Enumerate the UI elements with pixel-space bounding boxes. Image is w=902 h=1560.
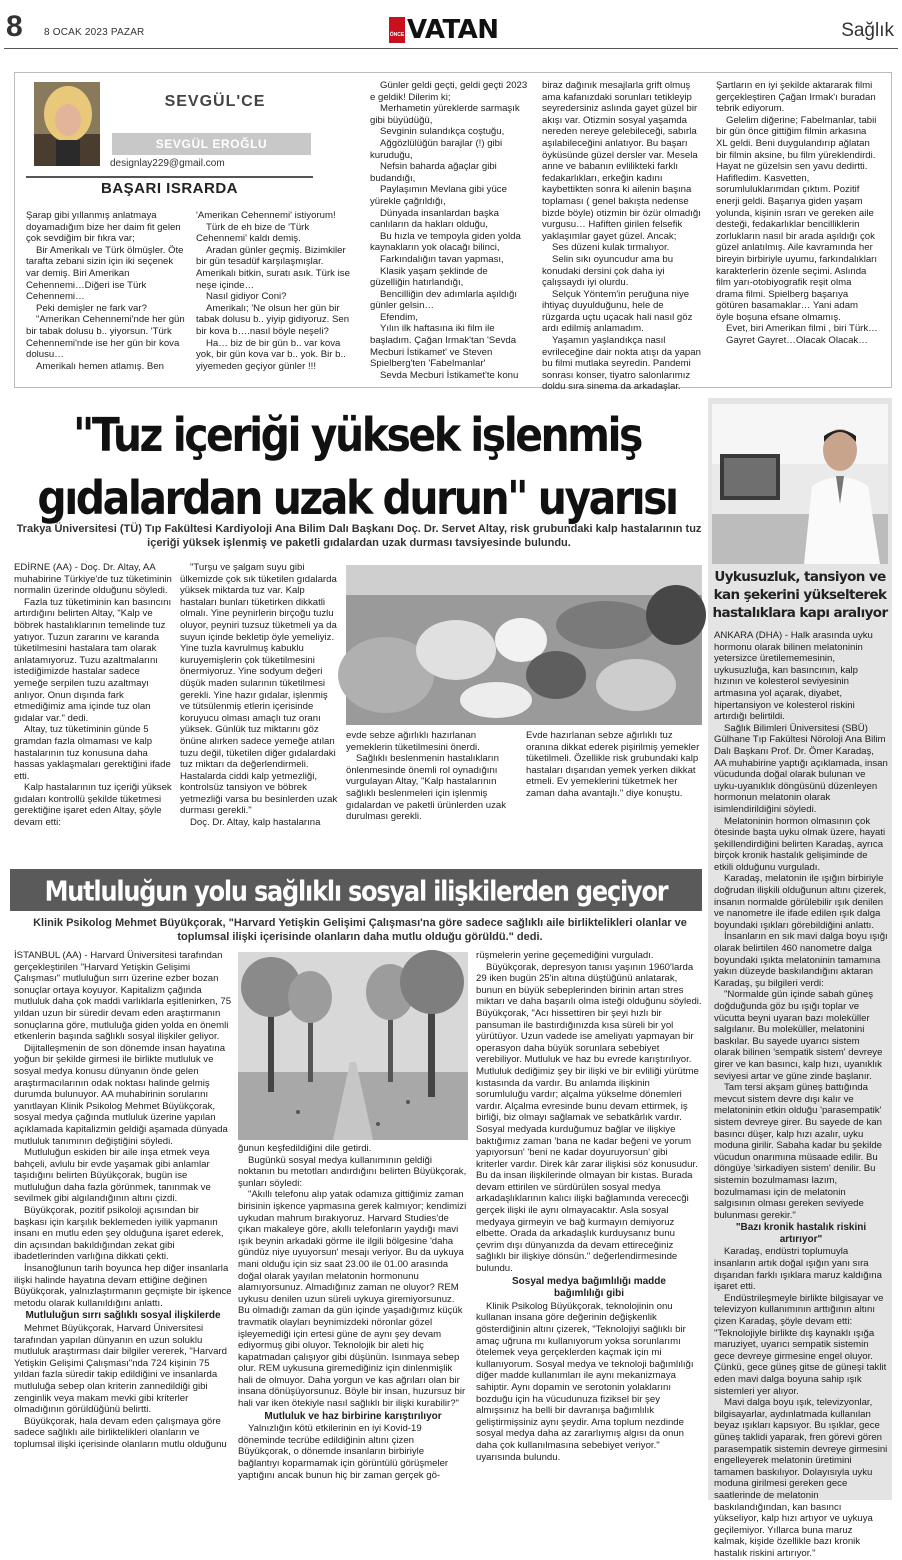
- paragraph: Karadaş, melatonin ile ışığın birbiriyle doğrudan ilişkili olduğunun altını çizerek, insanın normalde görülebilir ışık denilen ve nanometre ile ifade edilen ışık dalga boyundaki ışıkları görebildiğini anlattı.: [714, 873, 887, 931]
- paragraph: Büyükçorak, depresyon tanısı yaşının 1960'larda 29 iken bugün 25'in altına düştüğünü anlatarak, bunun en büyük sebeplerinden birinin artan stres miktarı ve daha başarılı olma isteği olduğunu söyledi. Büyükçorak, "Acı hissettiren bir şeyi hızlı bir pansuman ile bastırdığınızda kısa süreli bir yol yürütüyor. Uzun vadede ise ameliyatı yapmayan bir operasyon daha büyük sorunlara sebebiyet verebiliyor. Mutluluk ve haz bu evrede karıştırılıyor. Mutluluk dediğimiz şey bir ilişki ve bir evliliği yürütme kıstasında da vardır. Bu anlamda ilişkinin sorumluluğu vardır; alçalma yükselme dönemleri vardır. Alçalma evresinde bunu devam ettirmek, iş birliği, biz olmayı sağlamak ve sebatkârlık vardır. Sosyal medyada kurduğumuz bağlar ve ilişkiye baktığımız zaman 'bana ne kadar beğeni ve yorum yapıyorsun' 'beni ne kadar doyuruyorsun' gibi kriterler vardır. Direk kâr zarar ilişkisi söz konusudur. Bu da insan ilişkilerinde olmayan bir kıstas. Burada devam ettirilen ve sürdürülen sosyal medya arkadaşlıklarının kalıcı ilişki bağlamında verececği gerçek ilişki ile aynı olmayacaktır. Asla sosyal medyaya girmeyin ve bağ kurmayın demiyoruz elbette. Orada da arkadaşlık kurduysanız bunu çevrim dışı dünyanızda da devam ettireceğiniz sağlıklı bir ilişkiye dönsün." değerlendirmesinde bulundu.: [476, 961, 702, 1275]
- sidebar-headline-line2: kan şekerini yükselterek: [713, 587, 887, 603]
- article2-headline: Mutluluğun yolu sağlıklı sosyal ilişkilerden geçiyor: [44, 875, 668, 908]
- paragraph: Büyükçorak, pozitif psikoloji açısından bir başkası için karşılık beklemeden iyilik yapmanın insanı en mutlu eden şey olduğuna işaret ederek, din açısından bakıldığından zekat gibi ibadetlerinden varlığına dikkati çekti.: [14, 1205, 224, 1263]
- paragraph: Selçuk Yöntem'in peruğuna niye ihtiyaç duyulduğunu, hele de rüzgarda uçtu uçacak hali nasıl göz ardı edilmiş anlamadım.: [542, 288, 693, 335]
- article1-headline: [10, 404, 704, 529]
- paragraph: Sağlık Bilimleri Üniversitesi (SBÜ) Gülhane Tıp Fakültesi Nöroloji Ana Bilim Dalı Başkanı Prof. Dr. Ömer Karadaş, AA muhabirine yaptığı açıklamada, insan vücudunda doğal olarak bulunan ve uyku-uyanıklık döngüsünü düzenleyen hormonun melatonin olarak isimlendirildiğini söyledi.: [714, 722, 888, 815]
- paragraph: Dünyada insanlardan başka canlıların da hakları olduğu,: [370, 207, 499, 231]
- paragraph: Evde hazırlanan sebze ağırlıklı tuz oranına dikkat ederek pişirilmiş yemekler tüketilmeli. Özellikle risk grubundaki kalp hastaları dışarıdan yemek yerken dikkat etmeli. Ev yemeklerini tüketmek her zaman daha avantajlı." diye konuştu.: [526, 730, 700, 799]
- paragraph: Bugünkü sosyal medya kullanımının geldiği noktanın bu metotları andırdığını belirten Büyükçorak, şunları söyledi:: [238, 1154, 467, 1189]
- column-headline-rule: [26, 176, 313, 178]
- paragraph: Paylaşımın Mevlana gibi yüce yürekle çağrıldığı,: [370, 184, 507, 207]
- paragraph: Tam tersi akşam güneş battığında mevcut sistem devre dışı kalır ve melatoninin etkin olduğu 'parasempatik' sistem devreye girer. Bu sayede de kan basıncı düşer, kalp hızı azalır, uyku moduna girilir. Sabaha kadar bu şekilde vücudun onarımına müsaade edilir. Bu döngüye 'sirkadiyen sistem' denilir. Bu sistemin bozulmaması lazım, bozulmaması için de melatonin salgısının olması gereken seviyede bulunması gerekir.": [714, 1082, 882, 1221]
- header-rule: [4, 48, 898, 49]
- author-photo: [34, 82, 100, 166]
- subheading: Mutluluk ve haz birbirine karıştırılıyor: [264, 1410, 442, 1422]
- paragraph: İnsanoğlunun tarih boyunca hep diğer insanlarla ilişki halinde hayatına devam ettiğine değinen Büyükçorak, yalnızlaştırmanın geçmişte bir işkence metodu olarak kullanıldığını anlattı.: [14, 1263, 232, 1309]
- paragraph: Amerikalı; 'Ne olsun her gün bir tabak dolusu b.. yiyip gidiyoruz. Sen bir kova b….nasıl böyle neşeli?: [196, 302, 350, 337]
- paragraph: Büyükçorak, hala devam eden çalışmaya göre sadece sağlıklı aile birliktelikleri olanların ve toplumsal ilişki içerisinde olanların mutlu olduğunu: [14, 1415, 227, 1450]
- paragraph: Mavi dalga boyu ışık, televizyonlar, bilgisayarlar, aydınlatmada kullanılan beyaz ışıkları kapsıyor. Bu ışıklar, gece güneş taklidi yaparak, fren görevi gören parasempatik sistemin devreye girmesini engelleyerek melatonin üretimini tamamen baskılıyor. Dolayısıyla uyku moduna girilmesi gereken gece saatlerinde de melatonin baskılandığından, kan basıncı yükseliyor, kalp hızı artıyor ve uykuya geçilemiyor. Yıllarca buna maruz kalmak, kişide özellikle bazı kronik hastalık riskini artırıyor.": [714, 1397, 888, 1559]
- logo: [389, 17, 513, 43]
- doctor-photo: [712, 404, 888, 564]
- paragraph: Sağlıklı beslenmenin hastalıkların önlenmesinde önemli rol oynadığını vurgulayan Altay, "Kalp hastalarının sağlıklı beslenmeleri için işlenmiş gıdalardan ve paketli ürünlerden uzak durulması gerekli.: [346, 753, 507, 823]
- column-title: SEVGÜL'CE: [164, 93, 266, 110]
- paragraph: Ha… biz de bir gün b.. var kova yok, bir gün kova var b.. yok. Bir b.. yiyemeden geçiyor günler !!!: [196, 337, 346, 372]
- article2-col2: [238, 1143, 468, 1500]
- page-number: 8: [6, 10, 23, 43]
- article1-col3: [346, 730, 516, 862]
- article2-col3: [476, 950, 702, 1500]
- author-email: designlay229@gmail.com: [110, 158, 225, 169]
- logo-text: VATAN: [407, 15, 499, 45]
- paragraph: Bu hızla ve tempoyla giden yolda kaynakların yok olacağı bilinci,: [370, 230, 521, 254]
- paragraph: İnsanların en sık mavi dalga boyu ışığı olarak belirtilen 460 nanometre dalga boyundaki ışıkta melatoninin tamamına yakın düzeyde baskılandığını aktaran Karadaş, şu bilgileri verdi:: [714, 931, 888, 989]
- paragraph: Günler geldi geçti, geldi geçti 2023 e geldik! Dilerim ki;: [370, 80, 528, 103]
- article1-headline-line1: "Tuz içeriği yüksek işlenmiş: [73, 408, 641, 463]
- article2-deck: Klinik Psikolog Mehmet Büyükçorak, "Harvard Yetişkin Gelişimi Çalışması'na göre sadece sağlıklı aile birliktelikleri olanlar ve toplumsal ilişki içerisinde olanların daha mutlu olduğu görüldü." dedi.: [33, 917, 687, 943]
- paragraph: Farkındalığın tavan yapması,: [380, 253, 504, 265]
- paragraph: Efendim,: [380, 311, 418, 323]
- sidebar-text: [714, 630, 888, 1559]
- paragraph: Amerikalı hemen atlamış. Ben: [36, 360, 164, 372]
- paragraph: Gelelim diğerine; Fabelmanlar, tabii bir gün önce gittiğim filmin arkasına XL geldi. Beni duygulandırıp ağlatan bir filmin aksine, bu film yüreklendirdi. Hayat ne güzelsin sen yavu dedirtti. Hafifledim. Kasvetten, sorumluluklarımdan çıktım. Pozitif enerji geldi. Başarıya giden yaşam yolunda, kişinin ısrarı ve gereken aile desteği, fedakarlıklar bencilliklerin zorlukların nasıl bir arada aşıldığı çok güzel anlatılmış. Aile kavramında her bireyin birbiriyle uyumu, farkındalıkları karakterlerin özenle seçimi. Aslında film yarı-otobiyografik reşit olma drama filmi. Spielberg başarıya götüren basamaklar… Yani adam öyle boşuna efsane olmamış.: [716, 114, 878, 323]
- paragraph: Yılın ilk haftasına iki film ile başladım. Çağan Irmak'tan 'Sevda Mecburi İstikamet' ve Steven Spielberg'ten 'Fabelmanlar': [370, 323, 517, 370]
- column-text-col2: [196, 210, 356, 382]
- paragraph: ANKARA (DHA) - Halk arasında uyku hormonu olarak bilinen melatoninin yetersizce üretilememesinin, uykusuzluğa, kan basıncının, kalp hızının ve kolesterol seviyesinin artmasına yol açarak, diyabet, hipertansiyon ve kolesterol riskini artırdığı belirtildi.: [714, 630, 873, 723]
- paragraph: Bencilliğin dev adımlarla aşıldığı günler gelsin…: [370, 288, 518, 312]
- subheading: Mutluluğun sırrı sağlıklı sosyal ilişkilerde: [25, 1310, 221, 1322]
- paragraph: Şarap gibi yıllanmış anlatmaya doyamadığım bize her daim fit gelen çok sevdiğim bir fıkra var;: [26, 210, 181, 245]
- paragraph: "Normalde gün içinde sabah güneş doğduğunda göz bu ışığı toplar ve vücutta beyni uyaran bazı moleküller salgılanır. Bu moleküller, melatonini baskılar. Bu sayede uyarıcı sistem olarak bilinen 'sempatik sistem' devreye girer ve kan basıncı, kalp hızı, uyanıklık seviyesi artar ve güne zinde başlanır.: [714, 989, 883, 1082]
- sidebar-headline-line1: Uykusuzluk, tansiyon ve: [714, 569, 886, 585]
- sidebar-headline: [708, 568, 892, 622]
- paragraph: Ağgözlülüğün barajlar (!) gibi kuruduğu,: [370, 137, 503, 161]
- sidebar-headline-line3: hastalıklara kapı aralıyor: [712, 605, 888, 621]
- paragraph: Evet, biri Amerikan filmi , biri Türk…: [726, 323, 878, 335]
- autumn-park-photo: [238, 952, 468, 1140]
- paragraph: 'Amerikan Cehennemi' istiyorum!: [196, 210, 336, 221]
- column-text-col4: [542, 80, 702, 393]
- subheading: Sosyal medya bağımlılığı madde: [512, 1275, 666, 1287]
- page-date: 8 OCAK 2023 PAZAR: [44, 27, 145, 38]
- paragraph: Sevda Mecburi İstikamet'te konu: [380, 369, 519, 381]
- paragraph: Klinik Psikolog Büyükçorak, teknolojinin onu kullanan insana göre değerinin değişkenlik gösterdiğinin altını çizerek, "Teknolojiyi sağlıklı bir amaç uğruna mı kullanıyorum yoksa sorunlarımı ötelemek veya gerçeklerden kaçmak için mi kullanıyorum. Sosyal medya ve teknoloji bağımlılığı diğer madde kullanımları ile aynı mekanizmaya sahiptir. Aynı dopamin ve serotonin yolaklarını bozduğu için ha vücudunuza fiziksel bir şey almışsınız ha belli bir davranışa bağımlılık geliştirmişsiniz aynı şeydir. Ama toplum nezdinde sosyal medya daha az zararlıymış algısı da onun daha çok kullanılmasına sebebiyet veriyor." uyarısında bulundu.: [476, 1300, 694, 1463]
- author-name: SEVGÜL EROĞLU: [155, 137, 268, 151]
- paragraph: evde sebze ağırlıklı hazırlanan yemeklerin tüketilmesini önerdi.: [346, 730, 480, 753]
- subheading: bağımlılığı gibi: [554, 1288, 624, 1300]
- paragraph: Dijitalleşmenin de son dönemde insan hayatına yoğun bir şekilde girmesi ile birlikte mutluluk ve sosyal medya konusu dünyanın önde gelen araştırmacılarının odak noktası halinde gelmiş durumda bulunuyor. AA muhabirinin sorularını yanıtlayan Klinik Psikolog Mehmet Büyükçorak, sosyal medya çağında mutluluk üzerine yapılan açıklamada kapitalizmin geldiği aşamada dünyada mutluluk tanımının değiştiğini söyledi.: [14, 1042, 228, 1147]
- paragraph: "Turşu ve şalgam suyu gibi ülkemizde çok sık tüketilen gıdalarda yüksek miktarda tuz var. Kalp hastaları bunları tüketirken dikkatli olmalı. Yine peynirlerin birçoğu tuzlu oluyor, peyniri tuzsuz tüketmeli ya da suyun içinde bekletip öyle yemeliyiz. Yine tuzla kavrulmuş kabuklu kuruyemişlerin çok tüketilmesini önermiyoruz. Yine sodyum değeri düşük maden sularının tüketilmesi gerekli. Yine hazır gıdalar, işlenmiş ve tütsülenmiş etlerin içerisinde koruyucu olması amaçlı tuz oranı yüksek. Günlük tuz miktarını göz önüne alırken sadece yemeğe atılan tuzu değil, tüketilen diğer gıdalardaki tuz miktarı da değerlendirmeli. Hastalarda ciddi kalp yetmezliği, kontrolsüz tansiyon ve böbrek yetmezliği varsa bu besinlerden uzak durması gerekli.": [180, 562, 338, 817]
- paragraph: Altay, tuz tüketiminin günde 5 gramdan fazla olmaması ve kalp hastalarının tuz konusuna daha hassas yaklaşmaları gerektiğini ifade etti.: [14, 724, 171, 782]
- article1-col4: [526, 730, 702, 862]
- paragraph: rüşmelerin yerine geçemediğini vurguladı.: [476, 950, 654, 961]
- subheading: "Bazı kronik hastalık riskini artırıyor": [735, 1222, 867, 1245]
- paragraph: "Akıllı telefonu alıp yatak odamıza gittiğimiz zaman birisinin işkence yapmasına gerek kalmıyor; kendimizi uykudan mahrum bırakıyoruz. Harvard Studies'de çıkan makaleye göre, akıllı telefonların yaydığı mavi ışık beynin arkadaki görme ile ilgili bölgesine 'daha gündüz niye uyuyorsun' mesajı veriyor. Bu da uykuya mani olduğu için siz saat 23.00 ile 01.00 arasında doğal olarak yayılan melatonin hormonunu alamıyorsunuz. Almadığınız zaman ne oluyor? REM uykusu denilen uzun süreli uykuya giremiyorsunuz. Bu olmadığı zaman da gün içinde yaşadığımız küçük travmatik olayları beynimizdeki nöronlar gözel işleyemediği için ertesi güne de aynı şey devam ediyormuş gibi oluyor. Teknolojik bir aleti hiç kapatmadan çalışıyor gibi düşünün. Isınmaya sebep olur. REM uykusuna giremediğiniz için dinlenmişlik hali de olmuyor. Daha yorgun ve kas ağrıları olan bir insana dönüşüyorsunuz. Böyle bir insan, huzursuz bir hali var iken ötekiyle nasıl sağlıklı bir ilişki kurabilir?": [238, 1189, 467, 1410]
- paragraph: Yaşamın yaşlandıkça nasıl evrileceğine dair nokta atışı da yapan bu filmi mutlaka seyredin. Pandemi sonrası konser, tiyatro salonlarımız doldu sıra sinema da arkadaşlar.: [542, 335, 701, 393]
- paragraph: Mehmet Büyükçorak, Harvard Üniversitesi tarafından yapılan dünyanın en uzun soluklu mutluluk araştırması dair bilgiler vererek, "Harvard Yetişkin Gelişimi Çalışması"nda 724 kişinin 75 yıldan fazla süredir takip edildiğini ve insanlarda mutluluğa sebep olan kriterin zannedildiği gibi zenginlik veya makam mevki gibi kriterler olmadığının görüldüğünü belirtti.: [14, 1323, 227, 1416]
- column-text-col5: [716, 80, 878, 382]
- paragraph: Merhametin yüreklerde sarmaşık gibi büyüdüğü,: [370, 103, 520, 126]
- paragraph: Klasik yaşam şeklinde de güzelliğin hatırlandığı,: [370, 265, 488, 289]
- paragraph: Doç. Dr. Altay, kalp hastalarına: [190, 817, 321, 829]
- column-text-col3: [370, 80, 528, 382]
- paragraph: Mutluluğun eskiden bir aile inşa etmek veya bahçeli, avlulu bir evde yaşamak gibi anlamlar taşıdığını belirten Büyükçorak, bugün ise mutluluğun daha fazla görünmek, tanınmak ve sevilmek gibi algılandığının altını çizdi.: [14, 1147, 211, 1205]
- article1-deck: Trakya Üniversitesi (TÜ) Tıp Fakültesi Kardiyoloji Ana Bilim Dalı Başkanı Doç. Dr. Servet Altay, risk grubundaki kalp hastalarının tuz içeriği yüksek işlenmiş ve paketli gıdalardan uzak durması tavsiyesinde bulundu.: [16, 523, 702, 549]
- paragraph: "Amerikan Cehennemi'nde her gün bir tabak dolusu b.. yiyorsun. 'Türk Cehennemi'nde ise her gün bir kova dolusu…: [26, 314, 185, 361]
- paragraph: Nasıl gidiyor Coni?: [206, 291, 287, 303]
- paragraph: İSTANBUL (AA) - Harvard Üniversitesi tarafından gerçekleştirilen "Harvard Yetişkin Gelişimi Çalışması" mutluluğun sırrı üzerine ezber bozan sonuçlar ortaya koyuyor. Kapitalizm çağında mutluluk daha çok maddi varlıklarla eşitlenirken, 75 yıldan uzun bir süredir devam eden araştırmanın sonuçlarına göre, mutluluğa giden yolda en önemli etkenlerin başında sağlıklı sosyal ilişkiler geliyor.: [14, 950, 232, 1043]
- paragraph: Kalp hastalarının tuz içeriği yüksek gıdaları kontrollü şekilde tüketmesi gerektiğine işaret eden Altay, şöyle devam etti:: [14, 782, 172, 829]
- article2-col1: [14, 950, 232, 1500]
- vegetables-photo: [346, 565, 702, 725]
- paragraph: Nefsin baharda ağaçlar gibi budandığı,: [370, 161, 497, 184]
- paragraph: Fazla tuz tüketiminin kan basıncını artırdığını belirten Altay, "Kalp ve böbrek hastalıklarının temelinde tuz yatıyor. Tuzun zararını ve karanda tüketilmesini hastalara tam olarak anlatamıyoruz. Tuzu azaltmalarını istediğimizde hastalar sadece yemeğe serpilen tuzu azaltmayı anlıyor. Onun dışında fark etmediğimiz ama içinde tuz olan gıdalar var." dedi.: [14, 596, 172, 724]
- paragraph: Ses düzeni kulak tırmalıyor.: [552, 242, 670, 254]
- paragraph: EDİRNE (AA) - Doç. Dr. Altay, AA muhabirine Türkiye'de tuz tüketiminin normalin üzerinde olduğunu söyledi.: [14, 562, 172, 597]
- paragraph: Selin sıkı oyuncudur ama bu konudaki dersini çok daha iyi çalışsaydı iyi olurdu.: [542, 253, 674, 289]
- paragraph: biraz dağınık mesajlarla grift olmuş ama kafanızdaki sorunları tetikleyip seyredersiniz aslında gayet güzel bir akışı var. Otizmin sosyal yaşamda nereden nereye gelebileceği, sabırla aşılabileceğini anlatıyor. Bu başarı öyküsünde güzel dersler var. Mesela anne ve babanın evliliktekі farklı fedakarlıkları, erkeğin kadını kaybettikten sonra ki ailenin başına toplaması ( genel bakışta nedense bizde böyle) otizmin bir özür olmadığı vurgusu… Hafiften girilen felsefik yaklaşımlar gayet güzel. Ancak;: [542, 80, 701, 242]
- article1-headline-line2: gıdalardan uzak durun" uyarısı: [37, 471, 677, 525]
- section-name: Sağlık: [841, 20, 894, 41]
- paragraph: Sevginin sulandıkça coştuğu,: [380, 126, 505, 138]
- paragraph: ğunun keşfedildiğini dile getirdi.: [238, 1143, 372, 1154]
- paragraph: Türk de eh bize de 'Türk Cehennemi' kaldı demiş.: [196, 221, 310, 245]
- paragraph: Melatoninin hormon olmasının çok ötesinde başta uyku olmak üzere, hayati şekillendirdiğini belirten Karadaş, ayrıca birçok kronik hastalık gelişiminde de etkili olduğunu vurguladı.: [714, 815, 886, 873]
- paragraph: Endüstrileşmeyle birlikte bilgisayar ve televizyon kullanımının arttığının altını çizen Karadaş, şöyle devam etti: "Teknolojiyle birlikte dış kaynaklı ışığa maruziyet, uyarıcı sempatik sistemin gece devreye girmesine engel oluyor. Çünkü, gece güneş gitse de güneşi taklit eden mavi dalga boyuna sahip ışık sistemleri yer alıyor.: [714, 1292, 887, 1397]
- paragraph: Karadaş, endüstri toplumuyla insanların artık doğal ışığın yanı sıra dışarıdan farklı ışıklara maruz kaldığına işaret etti.: [714, 1246, 882, 1293]
- paragraph: Şartların en iyi şekilde aktararak filmi gerçekleştiren Çağan Irmak'ı buradan tebrik ediyorum.: [716, 80, 876, 115]
- article1-col1: [14, 562, 172, 862]
- paragraph: Yalnızlığın kötü etkilerinin en iyi Kovid-19 döneminde tecrübe edildiğinin altını çizen Büyükçorak, o dönemde insanların birbiriyle bağlantıyı koparmamak için görüntülü görüşmeler yaptığını ancak bunun hiç bir zaman gerçek gö-: [238, 1423, 449, 1481]
- column-text-col1: [26, 210, 186, 382]
- logo-small-text: ÖNCE: [389, 32, 405, 38]
- column-headline: BAŞARI ISRARDA: [100, 180, 238, 197]
- logo-mark: [389, 17, 405, 43]
- paragraph: Peki demişler ne fark var?: [36, 302, 147, 314]
- article1-col2: [180, 562, 338, 862]
- paragraph: Aradan günler geçmiş. Bizimkiler bir gün tesadüf karşılaşmışlar. Amerikalı bitkin, suratı asık. Türk ise neşe içinde…: [196, 244, 350, 291]
- paragraph: Bir Amerikalı ve Türk ölmüşler. Öte tarafta zebani sizin için iki seçenek var demiş. Biri Amerikan Cehennemi…Diğeri ise Türk Cehennemi…: [26, 244, 184, 303]
- paragraph: Gayret Gayret…Olacak Olacak…: [726, 335, 868, 347]
